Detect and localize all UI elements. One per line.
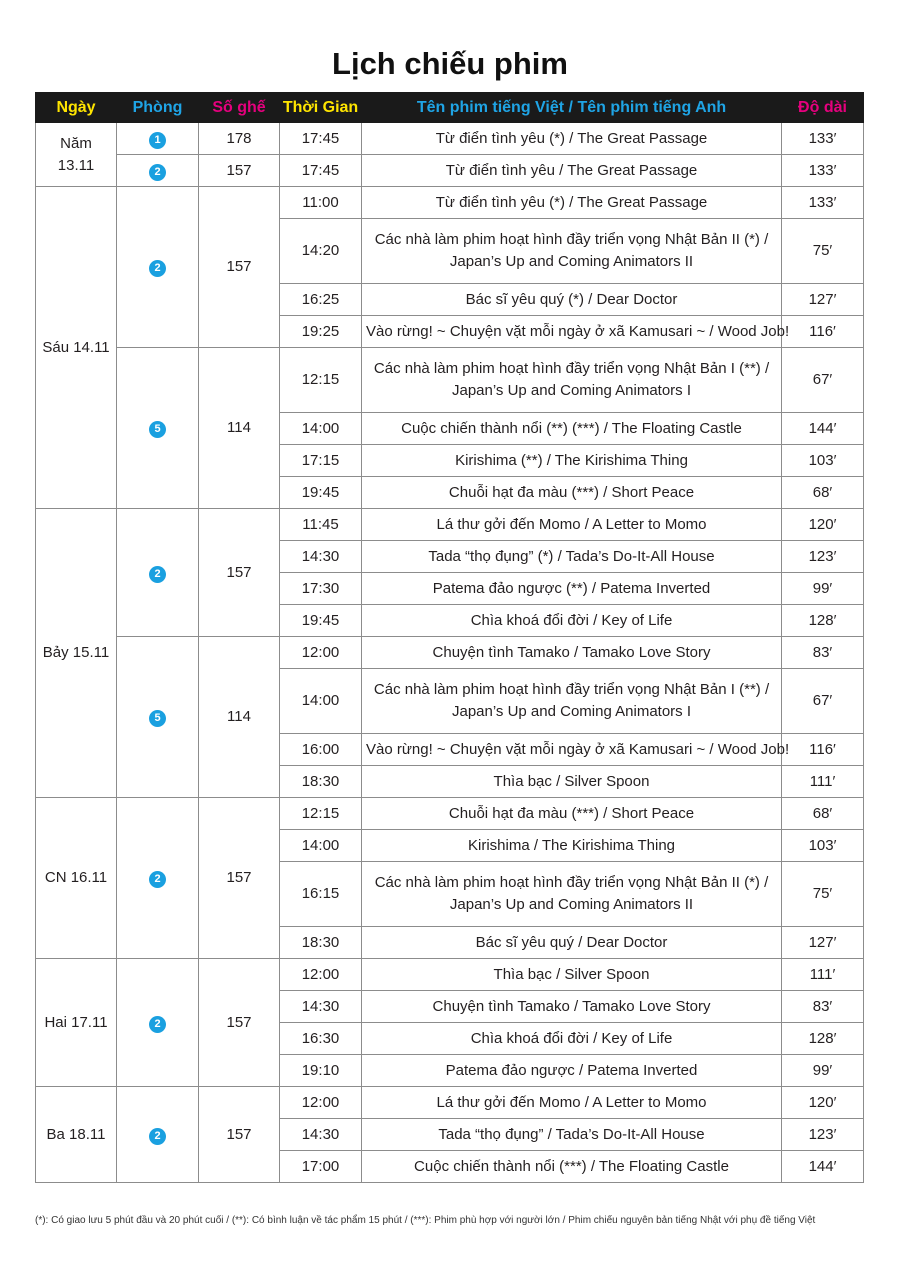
- length-cell: 123′: [782, 541, 864, 573]
- time-cell: 17:30: [280, 573, 362, 605]
- movie-title-line: Thìa bạc / Silver Spoon: [493, 965, 650, 983]
- length-cell: 128′: [782, 605, 864, 637]
- length-cell: 123′: [782, 1119, 864, 1151]
- length-cell: 75′: [782, 219, 864, 284]
- header-seats: Số ghế: [199, 93, 280, 123]
- movie-cell: [362, 927, 782, 959]
- movie-title-line: Patema đảo ngược / Patema Inverted: [445, 1061, 698, 1079]
- time-cell: 19:45: [280, 605, 362, 637]
- room-cell: [117, 1087, 199, 1183]
- header-length: Độ dài: [782, 93, 864, 123]
- movie-title-line: Vào rừng! ~ Chuyện vặt mỗi ngày ở xã Kamusari ~ / Wood Job!: [366, 322, 790, 340]
- time-cell: 14:30: [280, 991, 362, 1023]
- movie-title-line: Chuyện tình Tamako / Tamako Love Story: [432, 643, 711, 661]
- movie-cell: [362, 1119, 782, 1151]
- movie-title-line: Các nhà làm phim hoạt hình đầy triển vọng Nhật Bản I (**) /: [373, 360, 770, 377]
- movie-cell: [362, 573, 782, 605]
- movie-cell: [362, 959, 782, 991]
- room-cell: [117, 959, 199, 1087]
- movie-cell: [362, 734, 790, 766]
- movie-cell: [362, 413, 782, 445]
- room-badge-icon: 2: [149, 1016, 166, 1033]
- movie-cell: [362, 445, 782, 477]
- seats-cell: 114: [199, 348, 280, 509]
- table-row: [36, 1087, 864, 1119]
- length-cell: 116′: [782, 734, 864, 766]
- time-cell: 16:25: [280, 284, 362, 316]
- seats-cell: 157: [199, 1087, 280, 1183]
- length-cell: 116′: [782, 316, 864, 348]
- movie-title-line: Kirishima (**) / The Kirishima Thing: [455, 451, 688, 469]
- seats-cell: 157: [199, 798, 280, 959]
- time-cell: 11:00: [280, 187, 362, 219]
- length-cell: 133′: [782, 187, 864, 219]
- time-cell: 19:25: [280, 316, 362, 348]
- movie-title-line: Từ điển tình yêu / The Great Passage: [445, 161, 698, 179]
- room-badge-icon: 2: [149, 164, 166, 181]
- time-cell: 12:15: [280, 798, 362, 830]
- movie-title-line: Cuộc chiến thành nổi (**) (***) / The Floating Castle: [401, 419, 742, 437]
- movie-cell: [362, 316, 790, 348]
- length-cell: 144′: [782, 413, 864, 445]
- movie-title-line: Lá thư gởi đến Momo / A Letter to Momo: [436, 1093, 707, 1111]
- room-cell: [117, 798, 199, 959]
- length-cell: 83′: [782, 637, 864, 669]
- header-date: Ngày: [36, 93, 117, 123]
- movie-title-line: Chuỗi hạt đa màu (***) / Short Peace: [448, 483, 695, 501]
- length-cell: 68′: [782, 798, 864, 830]
- time-cell: 12:15: [280, 348, 362, 413]
- movie-title-line: Chìa khoá đổi đời / Key of Life: [470, 611, 673, 629]
- length-cell: 68′: [782, 477, 864, 509]
- seats-cell: 178: [199, 123, 280, 155]
- movie-cell: [362, 509, 782, 541]
- time-cell: 14:00: [280, 413, 362, 445]
- seats-cell: 114: [199, 637, 280, 798]
- movie-cell: [362, 123, 782, 155]
- room-badge-icon: 2: [149, 1128, 166, 1145]
- room-badge-icon: 2: [149, 260, 166, 277]
- room-cell: [117, 123, 199, 155]
- movie-title-line: Vào rừng! ~ Chuyện vặt mỗi ngày ở xã Kamusari ~ / Wood Job!: [366, 740, 790, 758]
- movie-cell: [362, 605, 782, 637]
- movie-title-line: Patema đảo ngược (**) / Patema Inverted: [432, 579, 711, 597]
- seats-cell: 157: [199, 187, 280, 348]
- movie-cell: [362, 1087, 782, 1119]
- movie-title-line: Thìa bạc / Silver Spoon: [493, 772, 650, 790]
- room-cell: [117, 187, 199, 348]
- time-cell: 11:45: [280, 509, 362, 541]
- room-cell: [117, 637, 199, 798]
- time-cell: 12:00: [280, 637, 362, 669]
- movie-cell: [362, 284, 782, 316]
- movie-cell: [362, 1023, 782, 1055]
- movie-title-line: Chìa khoá đổi đời / Key of Life: [470, 1029, 673, 1047]
- day-cell: Sáu 14.11: [36, 187, 117, 509]
- time-cell: 17:00: [280, 1151, 362, 1183]
- length-cell: 127′: [782, 284, 864, 316]
- time-cell: 19:45: [280, 477, 362, 509]
- room-cell: [117, 155, 199, 187]
- day-cell: Năm 13.11: [36, 123, 117, 187]
- time-cell: 17:15: [280, 445, 362, 477]
- time-cell: 17:45: [280, 155, 362, 187]
- length-cell: 99′: [782, 1055, 864, 1087]
- movie-title-line: Lá thư gởi đến Momo / A Letter to Momo: [436, 515, 707, 533]
- movie-cell: [362, 1055, 782, 1087]
- movie-title-line: Japan’s Up and Coming Animators I: [451, 382, 692, 399]
- time-cell: 19:10: [280, 1055, 362, 1087]
- movie-cell: [362, 766, 782, 798]
- time-cell: 14:00: [280, 830, 362, 862]
- seats-cell: 157: [199, 959, 280, 1087]
- movie-title-line: Các nhà làm phim hoạt hình đầy triển vọng Nhật Bản I (**) /: [373, 681, 770, 698]
- length-cell: 111′: [782, 766, 864, 798]
- seats-cell: 157: [199, 509, 280, 637]
- movie-title-line: Japan’s Up and Coming Animators I: [451, 703, 692, 720]
- movie-cell: [362, 155, 782, 187]
- movie-title-line: Chuyện tình Tamako / Tamako Love Story: [432, 997, 711, 1015]
- movie-title-line: Kirishima / The Kirishima Thing: [467, 836, 676, 854]
- movie-cell: [362, 669, 782, 734]
- seats-cell: 157: [199, 155, 280, 187]
- movie-cell: [362, 830, 782, 862]
- length-cell: 67′: [782, 669, 864, 734]
- room-badge-icon: 2: [149, 871, 166, 888]
- movie-cell: [362, 187, 782, 219]
- movie-title-line: Bác sĩ yêu quý / Dear Doctor: [475, 933, 668, 951]
- movie-cell: [362, 348, 782, 413]
- table-row: [36, 123, 864, 155]
- movie-title-line: Japan’s Up and Coming Animators II: [449, 896, 694, 913]
- length-cell: 120′: [782, 509, 864, 541]
- movie-title-line: Cuộc chiến thành nổi (***) / The Floating Castle: [414, 1157, 729, 1175]
- table-row: [36, 959, 864, 991]
- table-row: [36, 187, 864, 219]
- room-badge-icon: 5: [149, 710, 166, 727]
- length-cell: 133′: [782, 123, 864, 155]
- movie-cell: [362, 798, 782, 830]
- time-cell: 16:15: [280, 862, 362, 927]
- movie-cell: [362, 541, 782, 573]
- movie-title-line: Các nhà làm phim hoạt hình đầy triển vọng Nhật Bản II (*) /: [374, 231, 769, 248]
- time-cell: 18:30: [280, 927, 362, 959]
- header-row: [36, 93, 864, 123]
- movie-title-line: Chuỗi hạt đa màu (***) / Short Peace: [448, 804, 695, 822]
- footnote: (*): Có giao lưu 5 phút đầu và 20 phút cuối / (**): Có bình luận về tác phẩm 15 phút / (***): Phim phù hợp với người lớn / Phim chiếu nguyên bản tiếng Nhật với phụ đề tiếng Việt: [35, 1215, 816, 1226]
- movie-cell: [362, 219, 782, 284]
- length-cell: 99′: [782, 573, 864, 605]
- movie-title-line: Tada “thọ đụng” (*) / Tada’s Do-It-All House: [428, 547, 715, 565]
- header-time: Thời Gian: [280, 93, 362, 123]
- time-cell: 14:30: [280, 541, 362, 573]
- movie-title-line: Japan’s Up and Coming Animators II: [449, 253, 694, 270]
- length-cell: 120′: [782, 1087, 864, 1119]
- movie-title-line: Từ điển tình yêu (*) / The Great Passage: [435, 193, 708, 211]
- movie-title-line: Từ điển tình yêu (*) / The Great Passage: [435, 129, 708, 147]
- table-row: [36, 798, 864, 830]
- length-cell: 144′: [782, 1151, 864, 1183]
- length-cell: 133′: [782, 155, 864, 187]
- room-badge-icon: 5: [149, 421, 166, 438]
- movie-cell: [362, 862, 782, 927]
- day-cell: Ba 18.11: [36, 1087, 117, 1183]
- time-cell: 16:00: [280, 734, 362, 766]
- schedule-body: [36, 123, 864, 1183]
- movie-cell: [362, 477, 782, 509]
- length-cell: 67′: [782, 348, 864, 413]
- schedule-table: [35, 92, 864, 1183]
- header-movie: Tên phim tiếng Việt / Tên phim tiếng Anh: [362, 93, 782, 123]
- time-cell: 12:00: [280, 1087, 362, 1119]
- time-cell: 14:20: [280, 219, 362, 284]
- time-cell: 12:00: [280, 959, 362, 991]
- table-row: [36, 509, 864, 541]
- room-badge-icon: 2: [149, 566, 166, 583]
- day-cell: CN 16.11: [36, 798, 117, 959]
- length-cell: 103′: [782, 830, 864, 862]
- table-row: [36, 348, 864, 413]
- time-cell: 17:45: [280, 123, 362, 155]
- time-cell: 14:30: [280, 1119, 362, 1151]
- table-row: [36, 155, 864, 187]
- time-cell: 14:00: [280, 669, 362, 734]
- length-cell: 75′: [782, 862, 864, 927]
- room-badge-icon: 1: [149, 132, 166, 149]
- table-row: [36, 637, 864, 669]
- header-room: Phòng: [117, 93, 199, 123]
- movie-title-line: Các nhà làm phim hoạt hình đầy triển vọng Nhật Bản II (*) /: [374, 874, 769, 891]
- time-cell: 16:30: [280, 1023, 362, 1055]
- length-cell: 128′: [782, 1023, 864, 1055]
- page-title: Lịch chiếu phim: [332, 46, 568, 81]
- length-cell: 83′: [782, 991, 864, 1023]
- day-cell: Hai 17.11: [36, 959, 117, 1087]
- movie-cell: [362, 991, 782, 1023]
- length-cell: 111′: [782, 959, 864, 991]
- time-cell: 18:30: [280, 766, 362, 798]
- movie-title-line: Bác sĩ yêu quý (*) / Dear Doctor: [465, 290, 678, 308]
- day-cell: Bảy 15.11: [36, 509, 117, 798]
- movie-title-line: Tada “thọ đụng” / Tada’s Do-It-All House: [438, 1125, 705, 1143]
- room-cell: [117, 348, 199, 509]
- length-cell: 103′: [782, 445, 864, 477]
- movie-cell: [362, 1151, 782, 1183]
- room-cell: [117, 509, 199, 637]
- length-cell: 127′: [782, 927, 864, 959]
- movie-cell: [362, 637, 782, 669]
